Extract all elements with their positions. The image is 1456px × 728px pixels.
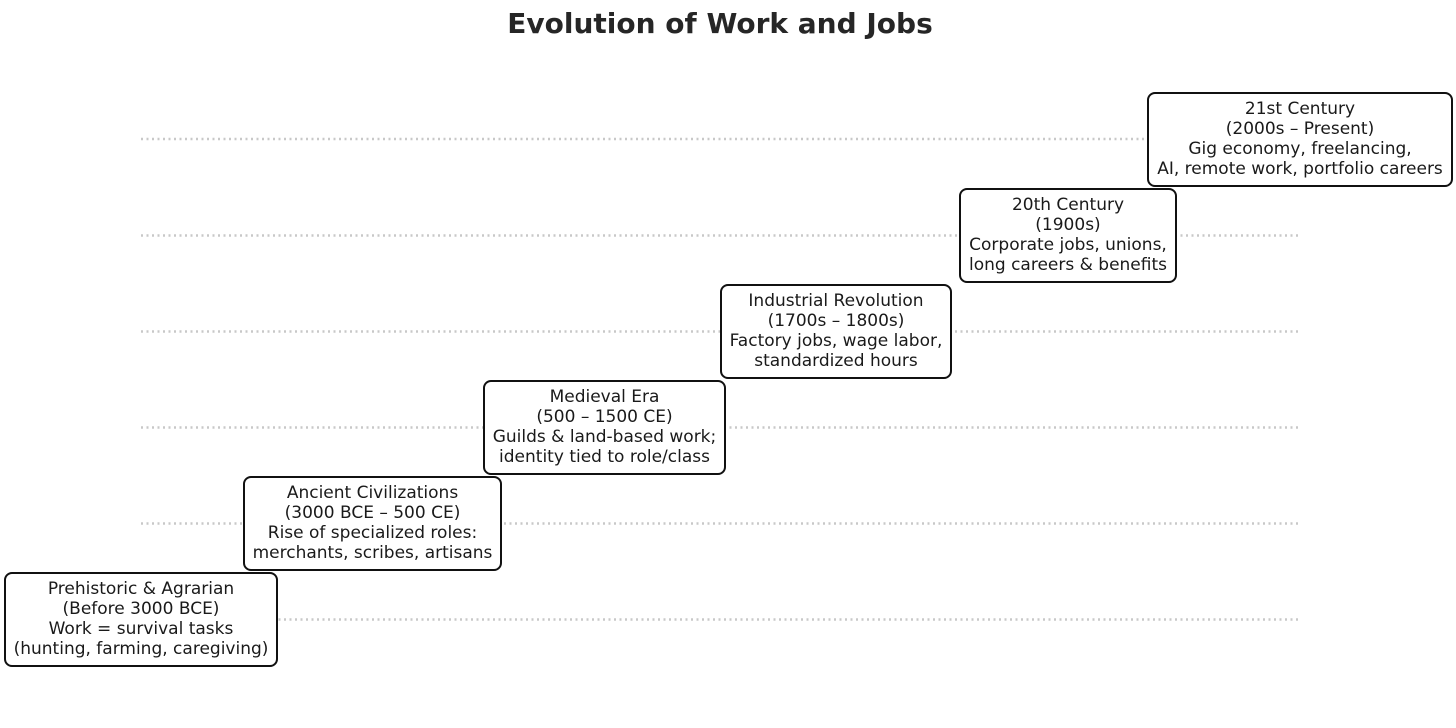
diagram-title: Evolution of Work and Jobs	[507, 7, 933, 40]
stage-box-20th-century	[959, 188, 1177, 283]
stage-era: 20th Century	[1011, 195, 1125, 215]
stage-period: (3000 BCE – 500 CE)	[284, 503, 461, 523]
stage-box-medieval	[483, 380, 726, 475]
stage-era: 21st Century	[1244, 99, 1356, 119]
stage-description: Gig economy, freelancing,	[1188, 139, 1412, 159]
stage-period: (1900s)	[1035, 215, 1101, 235]
stage-description: Rise of specialized roles:	[267, 523, 478, 543]
stage-era: Medieval Era	[549, 387, 660, 407]
stage-description: (hunting, farming, caregiving)	[13, 639, 269, 659]
stage-description: Work = survival tasks	[48, 619, 234, 639]
stage-description: long careers & benefits	[968, 255, 1167, 275]
stage-period: (2000s – Present)	[1225, 119, 1375, 139]
stage-period: (500 – 1500 CE)	[536, 407, 673, 427]
stage-period: (1700s – 1800s)	[767, 311, 905, 331]
stage-box-ancient	[243, 476, 502, 571]
stage-period: (Before 3000 BCE)	[62, 599, 220, 619]
stage-description: Factory jobs, wage labor,	[729, 331, 943, 351]
stage-era: Ancient Civilizations	[286, 483, 459, 503]
stage-description: Corporate jobs, unions,	[969, 235, 1167, 255]
stage-description: AI, remote work, portfolio careers	[1157, 159, 1443, 179]
stage-era: Industrial Revolution	[748, 291, 924, 311]
stage-box-prehistoric	[4, 572, 278, 667]
stage-box-industrial	[720, 284, 952, 379]
stage-description: standardized hours	[754, 351, 918, 371]
stage-description: Guilds & land-based work;	[492, 427, 717, 447]
stage-description: identity tied to role/class	[499, 447, 710, 467]
stage-era: Prehistoric & Agrarian	[47, 579, 235, 599]
stage-description: merchants, scribes, artisans	[252, 543, 493, 563]
stage-box-21st-century	[1147, 92, 1453, 187]
